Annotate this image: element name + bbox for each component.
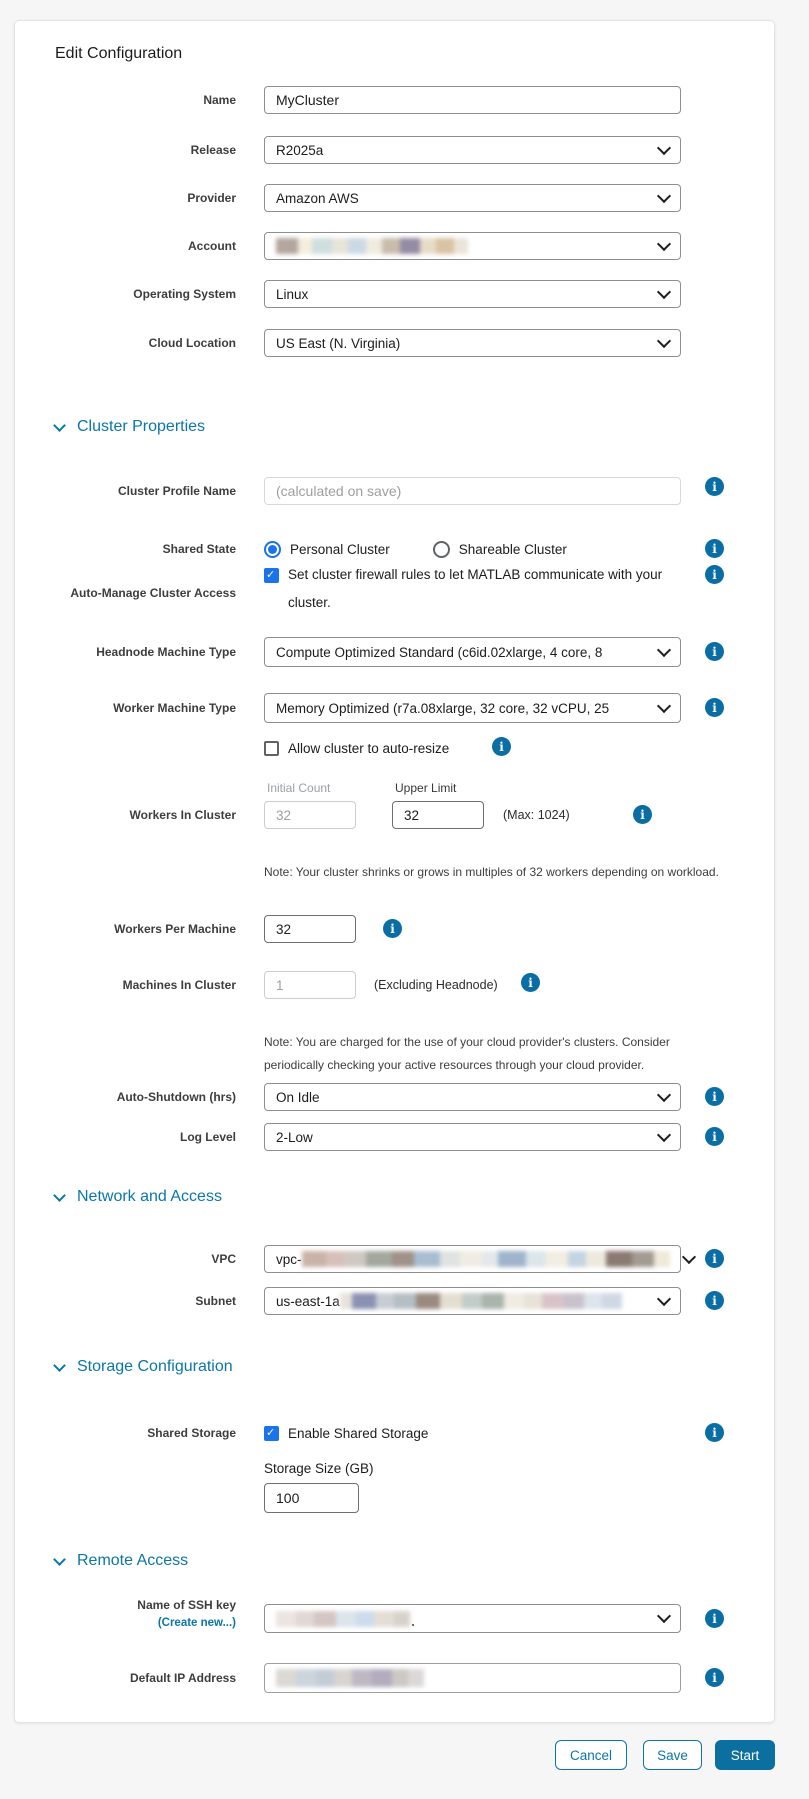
- cancel-button[interactable]: Cancel: [555, 1740, 627, 1770]
- info-icon[interactable]: [705, 698, 724, 717]
- upper-limit-input[interactable]: [392, 801, 484, 829]
- name-input[interactable]: [264, 86, 681, 114]
- start-button[interactable]: Start: [715, 1740, 775, 1770]
- name-row: [43, 86, 681, 114]
- section-storage-configuration[interactable]: [55, 1357, 233, 1377]
- auto-shutdown-select[interactable]: [264, 1083, 681, 1111]
- auto-manage-checkbox[interactable]: [264, 568, 279, 583]
- log-level-value: 2-Low: [276, 1129, 313, 1145]
- section-remote-access[interactable]: [55, 1551, 188, 1571]
- account-select[interactable]: [264, 232, 681, 260]
- vpc-label: VPC: [211, 1252, 236, 1266]
- workers-per-machine-row: [43, 915, 356, 943]
- ssh-key-select[interactable]: [264, 1604, 681, 1633]
- workers-note: Note: Your cluster shrinks or grows in multiples of 32 workers depending on workload.: [264, 865, 719, 879]
- storage-size-input[interactable]: [264, 1483, 359, 1513]
- workers-in-cluster-row: [43, 801, 570, 829]
- personal-cluster-option-label: Personal Cluster: [290, 541, 390, 557]
- subnet-select[interactable]: [264, 1287, 681, 1315]
- section-network-and-access[interactable]: [55, 1187, 222, 1207]
- log-level-select[interactable]: [264, 1123, 681, 1151]
- subnet-value-prefix: us-east-1a: [276, 1293, 340, 1309]
- default-ip-row: [43, 1663, 681, 1693]
- default-ip-input[interactable]: [264, 1663, 681, 1693]
- info-icon[interactable]: [492, 737, 511, 756]
- chevron-down-icon: [681, 1249, 695, 1263]
- info-icon[interactable]: [705, 1423, 724, 1442]
- operating-system-row: [43, 280, 681, 308]
- ssh-key-label: Name of SSH key: [137, 1598, 236, 1612]
- vpc-select[interactable]: [264, 1245, 681, 1273]
- workers-per-machine-input[interactable]: [264, 915, 356, 943]
- auto-shutdown-label: Auto-Shutdown (hrs): [116, 1090, 236, 1104]
- auto-resize-text: Allow cluster to auto-resize: [288, 740, 450, 756]
- worker-machine-type-label: Worker Machine Type: [113, 701, 236, 715]
- auto-shutdown-value: On Idle: [276, 1089, 320, 1105]
- chevron-down-icon: [657, 1609, 671, 1623]
- worker-machine-type-value: Memory Optimized (r7a.08xlarge, 32 core, 32 vCPU, 25: [276, 700, 610, 716]
- headnode-machine-type-row: [43, 637, 681, 667]
- chevron-down-icon: [657, 1127, 671, 1141]
- storage-size-label: Storage Size (GB): [264, 1461, 374, 1476]
- info-icon[interactable]: [705, 1127, 724, 1146]
- machines-in-cluster-label: Machines In Cluster: [122, 978, 236, 992]
- chevron-down-icon: [657, 1087, 671, 1101]
- headnode-machine-type-label: Headnode Machine Type: [96, 645, 236, 659]
- cluster-profile-name-input: [264, 477, 681, 505]
- release-label: Release: [190, 143, 236, 157]
- chevron-down-icon: [53, 419, 66, 432]
- machines-note: Note: You are charged for the use of your cloud provider's clusters. Consider periodically checking your active resources through your cloud provider.: [264, 1035, 670, 1072]
- headnode-machine-type-value: Compute Optimized Standard (c6id.02xlarge, 4 core, 8: [276, 644, 603, 660]
- provider-value: Amazon AWS: [276, 190, 359, 206]
- chevron-down-icon: [657, 333, 671, 347]
- provider-row: [43, 184, 681, 212]
- section-title: Cluster Properties: [77, 418, 206, 435]
- release-value: R2025a: [276, 142, 324, 158]
- personal-cluster-radio[interactable]: [264, 541, 281, 558]
- cloud-location-select[interactable]: [264, 329, 681, 357]
- chevron-down-icon: [657, 284, 671, 298]
- auto-manage-row: [43, 561, 678, 617]
- info-icon[interactable]: [633, 805, 652, 824]
- machines-in-cluster-row: [43, 971, 498, 999]
- info-icon[interactable]: [705, 565, 724, 584]
- initial-count-input: [264, 801, 356, 829]
- auto-resize-checkbox[interactable]: [264, 741, 279, 756]
- info-icon[interactable]: [705, 477, 724, 496]
- operating-system-value: Linux: [276, 286, 309, 302]
- provider-select[interactable]: [264, 184, 681, 212]
- save-button[interactable]: Save: [643, 1740, 702, 1770]
- info-icon[interactable]: [705, 642, 724, 661]
- shared-storage-label: Shared Storage: [147, 1426, 236, 1440]
- section-title: Remote Access: [77, 1552, 189, 1569]
- info-icon[interactable]: [705, 1609, 724, 1628]
- cloud-location-row: [43, 329, 681, 357]
- section-cluster-properties[interactable]: [55, 417, 205, 437]
- info-icon[interactable]: [705, 539, 724, 558]
- redacted-default-ip-value: [276, 1669, 424, 1687]
- cloud-location-label: Cloud Location: [148, 336, 236, 350]
- cluster-profile-name-label: Cluster Profile Name: [117, 484, 236, 498]
- create-new-ssh-key-link[interactable]: (Create new...): [157, 1617, 236, 1629]
- name-label: Name: [203, 93, 236, 107]
- log-level-label: Log Level: [179, 1130, 236, 1144]
- ssh-key-row: [43, 1598, 681, 1633]
- ssh-key-text-fragment: [412, 1624, 414, 1626]
- shared-storage-checkbox[interactable]: [264, 1426, 279, 1441]
- cluster-profile-name-row: [43, 477, 681, 505]
- vpc-value-prefix: vpc-: [276, 1251, 302, 1267]
- chevron-down-icon: [53, 1189, 66, 1202]
- chevron-down-icon: [657, 698, 671, 712]
- account-label: Account: [188, 239, 236, 253]
- machines-in-cluster-input: [264, 971, 356, 999]
- chevron-down-icon: [53, 1553, 66, 1566]
- worker-machine-type-row: [43, 693, 681, 723]
- shared-state-row: [43, 539, 567, 559]
- headnode-machine-type-select[interactable]: [264, 637, 681, 667]
- section-title: Storage Configuration: [77, 1358, 233, 1375]
- provider-label: Provider: [187, 191, 236, 205]
- auto-manage-text: Set cluster firewall rules to let MATLAB communicate with your cluster.: [288, 567, 663, 610]
- vpc-row: [43, 1245, 681, 1273]
- chevron-down-icon: [53, 1359, 66, 1372]
- subnet-row: [43, 1287, 681, 1315]
- redacted-vpc-value: [302, 1251, 670, 1267]
- redacted-account-value: [276, 238, 468, 254]
- auto-resize-row: [43, 739, 449, 757]
- operating-system-label: Operating System: [133, 287, 236, 301]
- chevron-down-icon: [657, 188, 671, 202]
- page-title: Edit Configuration: [55, 45, 183, 62]
- info-icon[interactable]: [705, 1291, 724, 1310]
- initial-count-label: Initial Count: [267, 781, 331, 795]
- redacted-subnet-value: [340, 1293, 622, 1309]
- shared-storage-row: [43, 1423, 428, 1443]
- excluding-headnode-note: (Excluding Headnode): [374, 978, 498, 992]
- chevron-down-icon: [657, 642, 671, 656]
- info-icon[interactable]: [705, 1668, 724, 1687]
- info-icon[interactable]: [705, 1249, 724, 1268]
- auto-shutdown-row: [43, 1083, 681, 1111]
- info-icon[interactable]: [705, 1087, 724, 1106]
- worker-machine-type-select[interactable]: [264, 693, 681, 723]
- info-icon[interactable]: [383, 919, 402, 938]
- edit-configuration-panel: [14, 20, 775, 1723]
- section-title: Network and Access: [77, 1188, 222, 1205]
- chevron-down-icon: [657, 140, 671, 154]
- shareable-cluster-option-label: Shareable Cluster: [458, 541, 567, 557]
- info-icon[interactable]: [521, 973, 540, 992]
- max-workers-note: (Max: 1024): [503, 808, 570, 822]
- account-row: [43, 232, 681, 260]
- shared-state-label: Shared State: [162, 542, 236, 556]
- shareable-cluster-radio[interactable]: [433, 541, 450, 558]
- operating-system-select[interactable]: [264, 280, 681, 308]
- release-select[interactable]: [264, 136, 681, 164]
- upper-limit-label: Upper Limit: [395, 781, 457, 795]
- chevron-down-icon: [657, 236, 671, 250]
- release-row: [43, 136, 681, 164]
- workers-in-cluster-label: Workers In Cluster: [129, 808, 236, 822]
- workers-per-machine-label: Workers Per Machine: [114, 922, 236, 936]
- chevron-down-icon: [657, 1291, 671, 1305]
- cloud-location-value: US East (N. Virginia): [276, 335, 401, 351]
- auto-manage-label: Auto-Manage Cluster Access: [70, 585, 236, 600]
- log-level-row: [43, 1123, 681, 1151]
- redacted-ssh-key-value: [276, 1611, 410, 1627]
- subnet-label: Subnet: [195, 1294, 236, 1308]
- default-ip-label: Default IP Address: [129, 1671, 236, 1685]
- shared-storage-text: Enable Shared Storage: [288, 1425, 429, 1441]
